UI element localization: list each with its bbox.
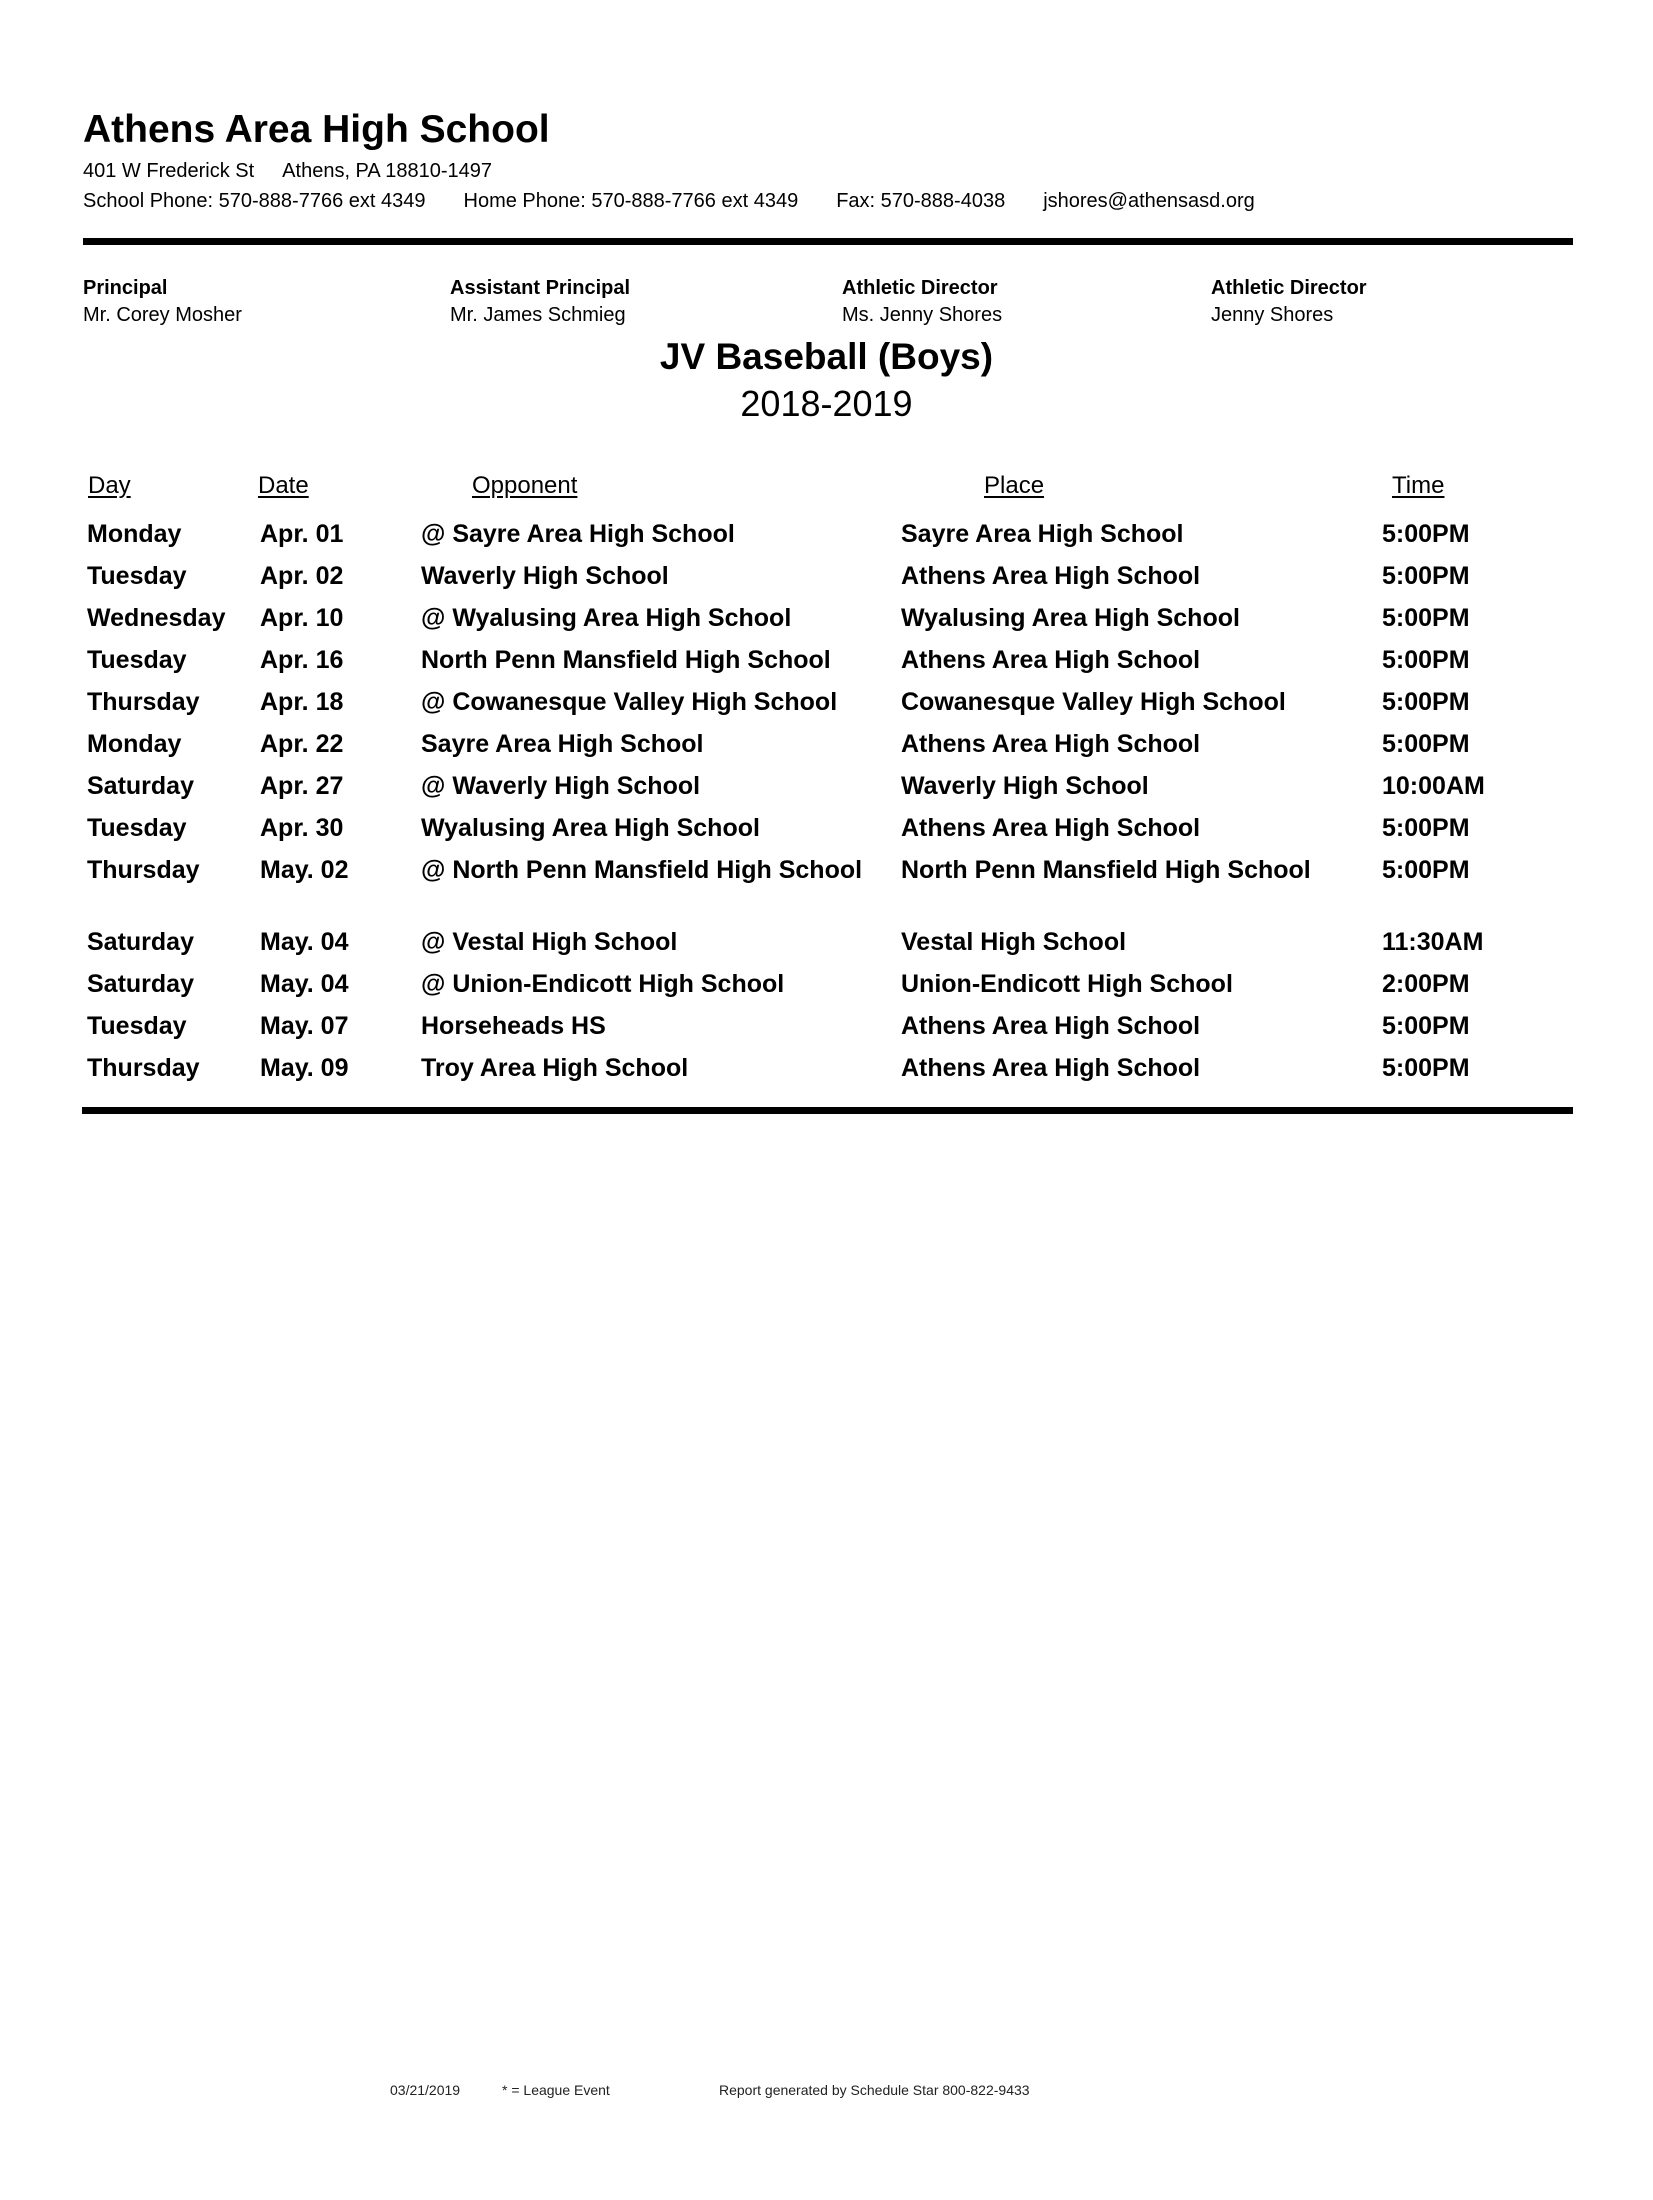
schedule-row [0, 972, 1653, 1014]
street-address: 401 W Frederick St [83, 160, 255, 182]
game-time: 5:00PM [1382, 814, 1470, 842]
official-name: Ms. Jenny Shores [842, 304, 1003, 326]
game-day: Tuesday [87, 814, 187, 842]
game-day: Tuesday [87, 562, 187, 590]
game-date: Apr. 18 [260, 688, 344, 716]
column-header-time: Time [1392, 472, 1445, 499]
fax-number: Fax: 570-888-4038 [836, 190, 1006, 212]
game-time: 5:00PM [1382, 1012, 1470, 1040]
game-day: Monday [87, 520, 182, 548]
game-day: Thursday [87, 688, 200, 716]
schedule-table [0, 522, 1653, 1098]
table-bottom-divider [82, 1107, 1573, 1114]
game-day: Tuesday [87, 1012, 187, 1040]
header-divider [83, 238, 1573, 245]
column-header-date: Date [258, 472, 309, 499]
game-place: Sayre Area High School [901, 520, 1184, 548]
game-opponent: Waverly High School [421, 562, 669, 590]
game-date: May. 04 [260, 928, 349, 956]
game-time: 5:00PM [1382, 646, 1470, 674]
game-time: 11:30AM [1382, 928, 1484, 956]
official-role: Principal [83, 277, 168, 299]
schedule-row [0, 1056, 1653, 1098]
official-name: Jenny Shores [1211, 304, 1334, 326]
schedule-row [0, 606, 1653, 648]
report-date: 03/21/2019 [390, 2082, 461, 2098]
game-time: 5:00PM [1382, 604, 1470, 632]
game-time: 5:00PM [1382, 520, 1470, 548]
league-event-legend: * = League Event [502, 2082, 610, 2098]
game-opponent: @ North Penn Mansfield High School [421, 856, 863, 884]
city-state-zip: Athens, PA 18810-1497 [282, 160, 492, 182]
official-role: Assistant Principal [450, 277, 631, 299]
game-opponent: @ Sayre Area High School [421, 520, 735, 548]
game-date: Apr. 30 [260, 814, 344, 842]
schedule-row [0, 930, 1653, 972]
official-athletic-director [842, 275, 1002, 329]
game-date: Apr. 10 [260, 604, 344, 632]
game-opponent: @ Union-Endicott High School [421, 970, 785, 998]
game-day: Wednesday [87, 604, 226, 632]
game-opponent: @ Wyalusing Area High School [421, 604, 792, 632]
column-header-opponent: Opponent [472, 472, 578, 499]
official-principal [83, 275, 242, 329]
game-time: 10:00AM [1382, 772, 1485, 800]
game-place: Union-Endicott High School [901, 970, 1233, 998]
game-day: Tuesday [87, 646, 187, 674]
game-opponent: @ Cowanesque Valley High School [421, 688, 838, 716]
game-day: Thursday [87, 1054, 200, 1082]
season-label: 2018-2019 [740, 383, 913, 424]
game-time: 5:00PM [1382, 562, 1470, 590]
schedule-row [0, 564, 1653, 606]
game-place: North Penn Mansfield High School [901, 856, 1311, 884]
official-assistant-principal [450, 275, 630, 329]
schedule-row [0, 816, 1653, 858]
game-day: Monday [87, 730, 182, 758]
game-place: Athens Area High School [901, 730, 1201, 758]
email-link[interactable]: jshores@athensasd.org [1043, 190, 1255, 212]
game-date: May. 09 [260, 1054, 349, 1082]
game-date: Apr. 01 [260, 520, 344, 548]
schedule-row [0, 648, 1653, 690]
game-day: Saturday [87, 928, 194, 956]
official-athletic-director-2 [1211, 275, 1367, 329]
column-header-place: Place [984, 472, 1045, 499]
column-header-day: Day [88, 472, 131, 499]
game-day: Thursday [87, 856, 200, 884]
game-opponent: @ Waverly High School [421, 772, 701, 800]
game-place: Waverly High School [901, 772, 1149, 800]
game-place: Athens Area High School [901, 646, 1201, 674]
game-date: Apr. 22 [260, 730, 344, 758]
game-place: Cowanesque Valley High School [901, 688, 1286, 716]
game-place: Athens Area High School [901, 814, 1201, 842]
schedule-row [0, 732, 1653, 774]
game-place: Wyalusing Area High School [901, 604, 1240, 632]
game-time: 2:00PM [1382, 970, 1470, 998]
school-address-line [83, 161, 492, 181]
schedule-row [0, 1014, 1653, 1056]
game-opponent: Horseheads HS [421, 1012, 606, 1040]
home-phone: Home Phone: 570-888-7766 ext 4349 [463, 190, 799, 212]
game-time: 5:00PM [1382, 730, 1470, 758]
game-opponent: Wyalusing Area High School [421, 814, 760, 842]
game-date: Apr. 27 [260, 772, 344, 800]
schedule-row [0, 774, 1653, 816]
game-day: Saturday [87, 970, 194, 998]
game-date: May. 07 [260, 1012, 349, 1040]
game-opponent: North Penn Mansfield High School [421, 646, 831, 674]
game-date: Apr. 02 [260, 562, 344, 590]
official-role: Athletic Director [842, 277, 998, 299]
game-opponent: Sayre Area High School [421, 730, 704, 758]
game-date: Apr. 16 [260, 646, 344, 674]
official-name: Mr. James Schmieg [450, 304, 626, 326]
game-place: Vestal High School [901, 928, 1127, 956]
game-time: 5:00PM [1382, 688, 1470, 716]
game-opponent: @ Vestal High School [421, 928, 678, 956]
game-day: Saturday [87, 772, 194, 800]
schedule-row [0, 522, 1653, 564]
game-time: 5:00PM [1382, 856, 1470, 884]
game-time: 5:00PM [1382, 1054, 1470, 1082]
game-place: Athens Area High School [901, 1054, 1201, 1082]
schedule-row [0, 690, 1653, 732]
official-role: Athletic Director [1211, 277, 1367, 299]
game-place: Athens Area High School [901, 562, 1201, 590]
schedule-row [0, 858, 1653, 930]
game-date: May. 04 [260, 970, 349, 998]
report-generated-note: Report generated by Schedule Star 800-822-9433 [719, 2082, 1030, 2098]
schedule-title: JV Baseball (Boys) [659, 336, 994, 377]
game-opponent: Troy Area High School [421, 1054, 689, 1082]
school-name: Athens Area High School [83, 108, 550, 151]
school-phone: School Phone: 570-888-7766 ext 4349 [83, 190, 426, 212]
official-name: Mr. Corey Mosher [83, 304, 242, 326]
game-date: May. 02 [260, 856, 349, 884]
game-place: Athens Area High School [901, 1012, 1201, 1040]
school-contact-line [83, 191, 1255, 211]
